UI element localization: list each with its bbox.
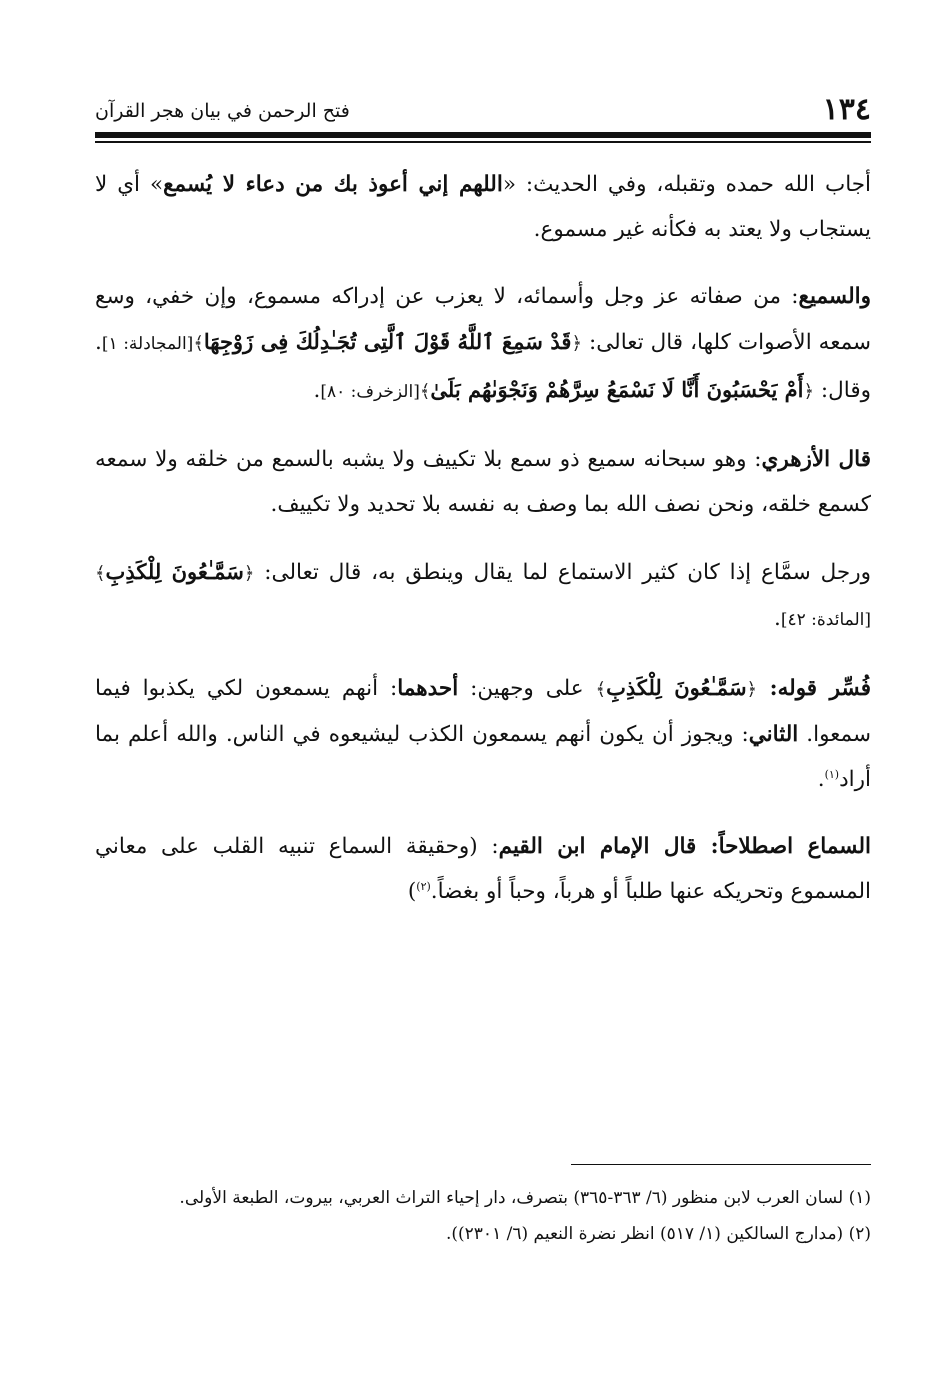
first-view-label: أحدهما (397, 676, 459, 701)
verse-ornament-close: ﴾ (193, 333, 204, 354)
running-header (95, 92, 871, 132)
paragraph-as-samee: والسميع: من صفاته عز وجل وأسمائه، لا يعزب عن إدراكه مسموع، وإن خفي، وسع سمعه الأصوات كلها، قال تعالى: ﴿قَدْ سَمِعَ ٱللَّهُ قَوْلَ ٱلَّتِى تُجَـٰدِلُكَ فِى زَوْجِهَا﴾[المجادلة: ١]. وقال: ﴿أَمْ يَحْسَبُونَ أَنَّا لَا نَسْمَعُ سِرَّهُمْ وَنَجْوَىٰهُم بَلَىٰ﴾[الزخرف: ٨٠]. (95, 284, 872, 403)
footnote-2: (٢) (مدارج السالكين (١/ ٥١٧) انظر نضرة النعيم (٦/ ٢٣٠١)). (446, 1224, 871, 1244)
verse-ornament-open: ﴿ (803, 381, 815, 402)
verse-ornament-open: ﴿ (243, 563, 255, 584)
footnote-marker[interactable]: (٢) (416, 879, 431, 893)
book-title: فتح الرحمن في بيان هجر القرآن (95, 100, 350, 122)
paragraph-sammaa: ورجل سمَّاع إذا كان كثير الاستماع لما يقال وينطق به، قال تعالى: ﴿سَمَّـٰعُونَ لِلْكَذِبِ﴾[المائدة: ٤٢]. (95, 559, 871, 631)
quran-verse-maida: سَمَّـٰعُونَ لِلْكَذِبِ (606, 675, 747, 700)
quran-verse-mujadila: قَدْ سَمِعَ ٱللَّهُ قَوْلَ ٱلَّتِى تُجَـٰدِلُكَ فِى زَوْجِهَا (203, 329, 572, 354)
footnotes (95, 1180, 871, 1252)
header-rule-thin (95, 141, 871, 143)
second-view-label: الثاني (748, 722, 799, 747)
paragraph-hadith: أجاب الله حمده وتقبله، وفي الحديث: «اللهم إني أعوذ بك من دعاء لا يُسمع» أي لا يستجاب ولا يعتد به فكأنه غير مسموع. (95, 172, 872, 242)
paragraph-tafsir: فُسِّر قوله: ﴿سَمَّـٰعُونَ لِلْكَذِبِ﴾ على وجهين: أحدهما: أنهم يسمعون لكي يكذبوا فيما سمعوا. الثاني: ويجوز أن يكون أنهم يسمعون الكذب ليشيعوه في الناس. والله أعلم بما أراد$^{(١)}$. (95, 675, 871, 792)
footnote-1: (١) لسان العرب لابن منظور (٦/ ٣٦٣-٣٦٥) بتصرف، دار إحياء التراث العربي، بيروت، الطبعة الأولى. (179, 1188, 871, 1208)
scholar-name: قال الأزهري (761, 447, 871, 472)
page-number: ١٣٤ (822, 92, 871, 127)
definition-lead: السماع اصطلاحاً: قال الإمام ابن القيم (498, 834, 871, 859)
quran-verse-zukhruf: أَمْ يَحْسَبُونَ أَنَّا لَا نَسْمَعُ سِرَّهُمْ وَنَجْوَىٰهُم بَلَىٰ (430, 377, 804, 402)
verse-reference: [المجادلة: ١] (101, 334, 194, 354)
main-text (95, 162, 871, 936)
paragraph-azhari: قال الأزهري: وهو سبحانه سميع ذو سمع بلا تكييف ولا يشبه بالسمع من خلقه ولا سمعه كسمع خلقه، ونحن نصف الله بما وصف به نفسه بلا تحديد ولا تكييف. (95, 447, 871, 517)
quran-verse-maida: سَمَّـٰعُونَ لِلْكَذِبِ (105, 559, 244, 584)
verse-ornament-close: ﴾ (419, 381, 431, 402)
paragraph-ibn-qayyim: السماع اصطلاحاً: قال الإمام ابن القيم: (وحقيقة السماع تنبيه القلب على معاني المسموع وتحريكه عنها طلباً أو هرباً، وحباً أو بغضاً.$^{(٢)}$) (95, 834, 871, 904)
verse-ornament-close: ﴾ (95, 563, 106, 584)
header-rule-thick (95, 132, 871, 138)
verse-ornament-open: ﴿ (571, 333, 582, 354)
term-as-samee: والسميع (798, 284, 871, 309)
verse-ornament-open: ﴿ (746, 679, 758, 700)
verse-reference: [الزخرف: ٨٠] (320, 382, 420, 402)
hadith-quote: اللهم إني أعوذ بك من دعاء لا يُسمع (163, 172, 503, 197)
footnote-separator (571, 1164, 871, 1165)
footnote-marker[interactable]: (١) (824, 767, 840, 781)
verse-reference: [المائدة: ٤٢] (780, 610, 871, 630)
verse-ornament-close: ﴾ (595, 679, 607, 700)
book-page (95, 0, 871, 1391)
